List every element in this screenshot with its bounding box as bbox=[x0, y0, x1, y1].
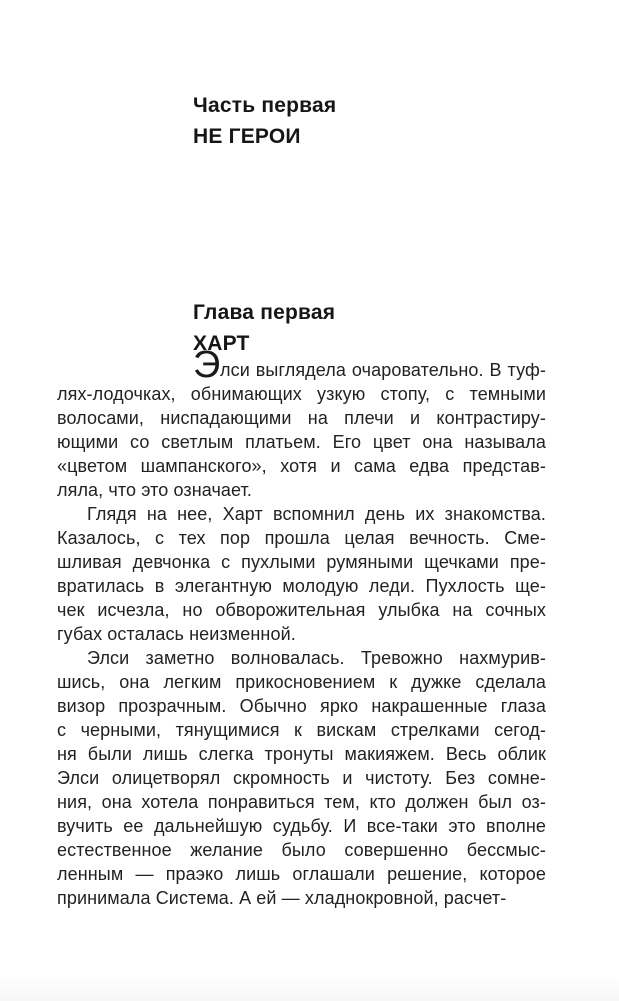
body-text-line: Элси олицетворял скромность и чистоту. Без сомне- bbox=[57, 768, 546, 788]
body-text-line: лях-лодочках, обнимающих узкую стопу, с темными bbox=[57, 384, 546, 404]
body-text-line: губах осталась неизменной. bbox=[57, 624, 296, 644]
part-heading bbox=[193, 90, 336, 152]
body-text-line: волосами, ниспадающими на плечи и контрастиру- bbox=[57, 408, 546, 428]
body-text-line: чек исчезла, но обворожительная улыбка на сочных bbox=[57, 600, 546, 620]
body-text-line: с черными, тянущимися к вискам стрелками сегод- bbox=[57, 720, 546, 740]
body-text-line: ня были лишь слегка тронуты макияжем. Весь облик bbox=[57, 744, 546, 764]
body-text-line: принимала Система. А ей — хладнокровной, расчет- bbox=[57, 888, 507, 908]
part-heading-name: НЕ ГЕРОИ bbox=[193, 125, 301, 148]
body-text-line: Э лси выглядела очаровательно. В туф- bbox=[193, 344, 546, 386]
body-text-line: ленным — праэко лишь оглашали решение, которое bbox=[57, 864, 546, 884]
body-text-line: ющими со светлым платьем. Его цвет она называла bbox=[57, 432, 546, 452]
body-text-line: шись, она легким прикосновением к дужке сделала bbox=[57, 672, 546, 692]
drop-cap: Э bbox=[193, 344, 221, 386]
chapter-heading-title: Глава первая bbox=[193, 301, 336, 324]
body-text-line: вучить ее дальнейшую судьбу. И все-таки это вполне bbox=[57, 816, 546, 836]
body-text-line: ляла, что это означает. bbox=[57, 480, 253, 500]
body-text-line: Казалось, с тех пор прошла целая вечность. Сме- bbox=[57, 528, 546, 548]
body-text-line: «цветом шампанского», хотя и сама едва представ- bbox=[57, 456, 546, 476]
body-text-line: ния, она хотела понравиться тем, кто должен был оз- bbox=[57, 792, 546, 812]
page-bottom-shading bbox=[0, 975, 619, 1001]
body-text-line: визор прозрачным. Обычно ярко накрашенные глаза bbox=[57, 696, 546, 716]
body-text-line: естественное желание было совершенно бессмыс- bbox=[57, 840, 546, 860]
body-text-line: Элси заметно волновалась. Тревожно нахмурив- bbox=[87, 648, 546, 668]
body-text bbox=[57, 344, 546, 910]
part-heading-title: Часть первая bbox=[193, 94, 337, 117]
chapter-heading-name: ХАРТ bbox=[193, 332, 250, 355]
body-text-line: вратилась в элегантную молодую леди. Пухлость ще- bbox=[57, 576, 546, 596]
body-text-line: Глядя на нее, Харт вспомнил день их знакомства. bbox=[87, 504, 546, 524]
body-text-line: шливая девчонка с пухлыми румяными щечками пре- bbox=[57, 552, 546, 572]
